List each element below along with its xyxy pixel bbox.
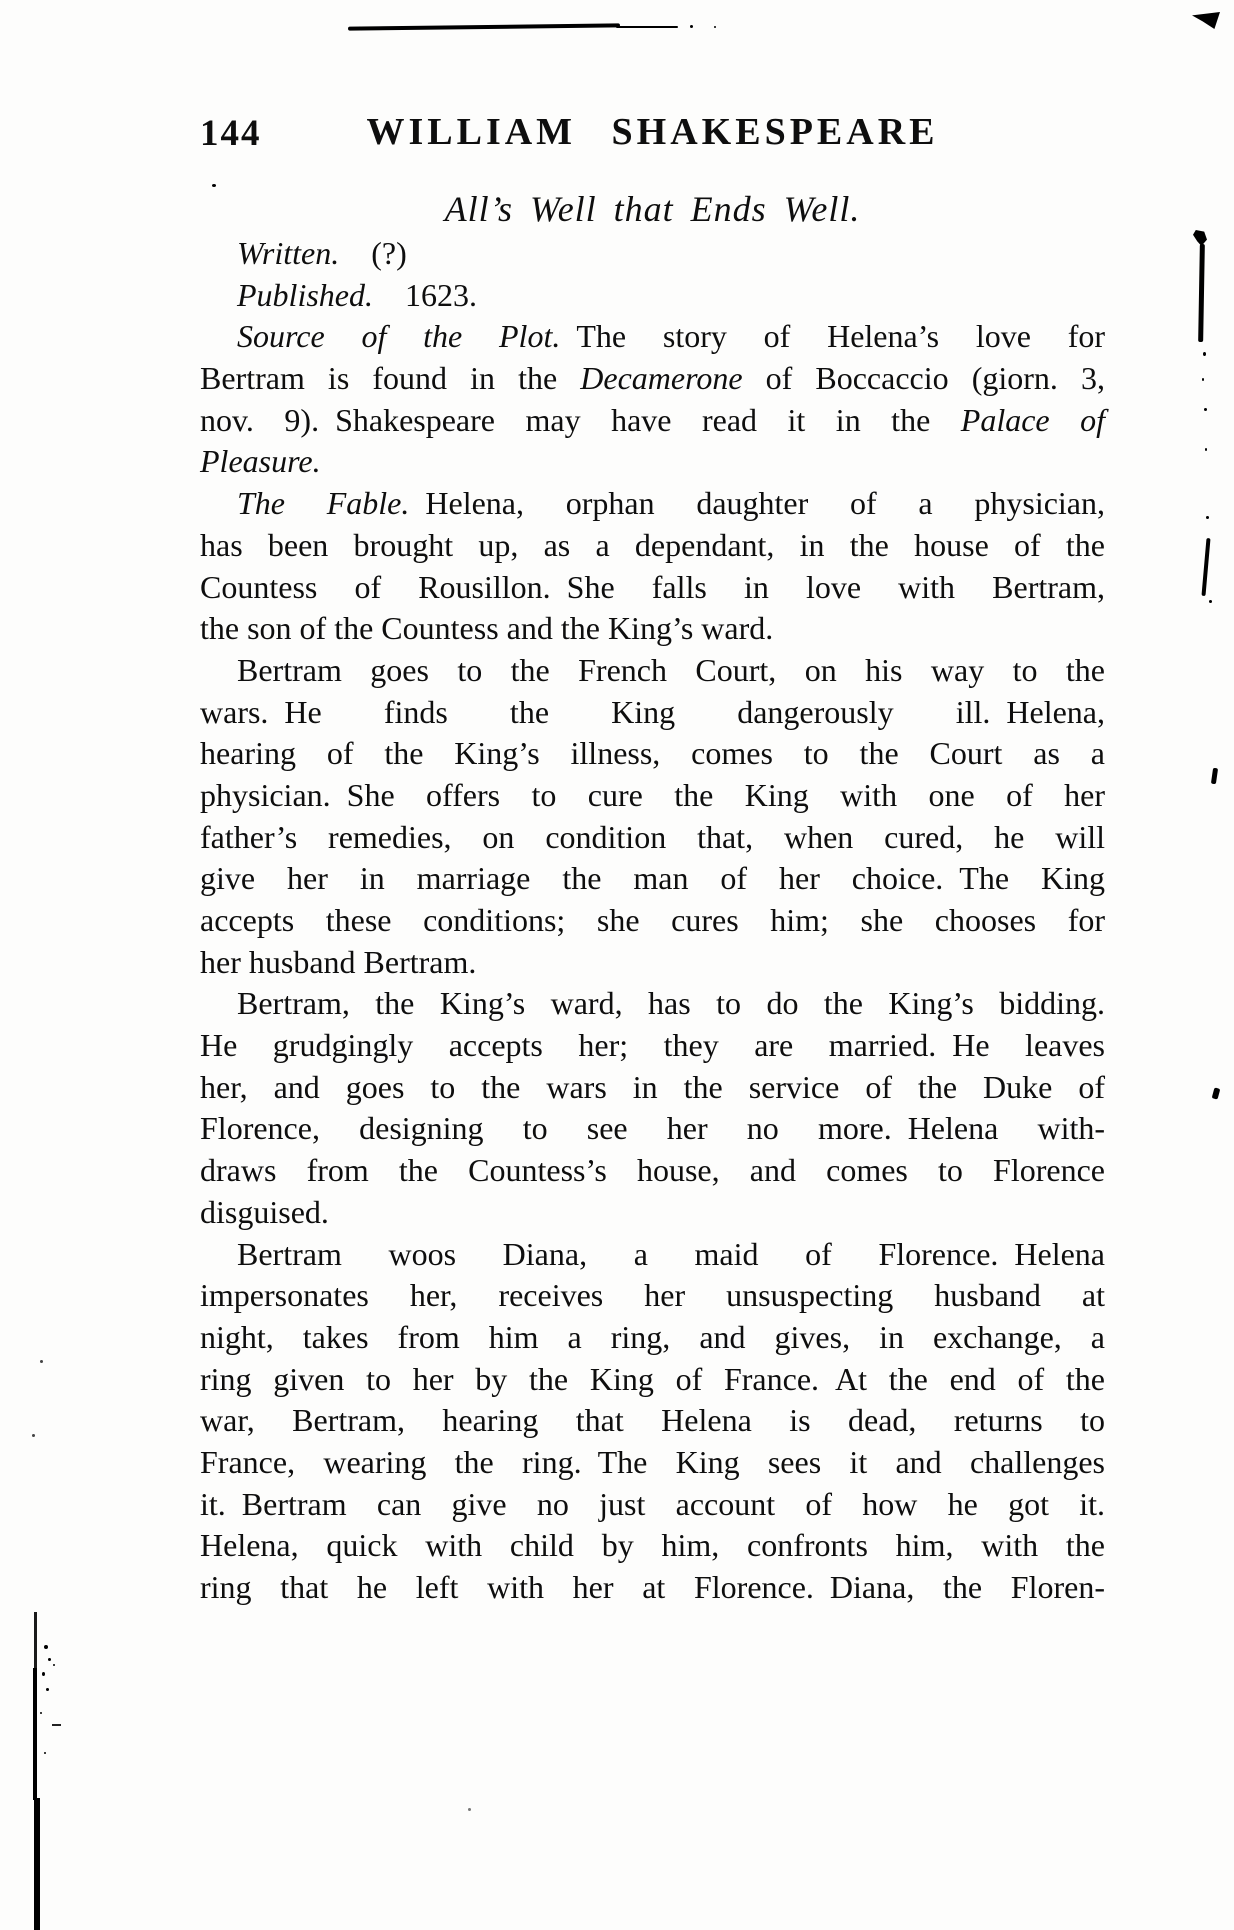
scan-artifact-bl-dot-a	[40, 1360, 43, 1363]
text-line	[200, 775, 1105, 817]
text-segment: hearing of the King’s illness, comes to the Court as a	[200, 735, 1105, 772]
text-segment: Bertram woos Diana, a maid of Florence. Helena	[237, 1235, 1105, 1272]
scan-artifact-bl-line-3	[34, 1798, 40, 1930]
text-segment: ring that he left with her at Florence. Diana, the Floren-	[200, 1569, 1105, 1605]
scan-artifact-right-tick-2	[1212, 1087, 1221, 1099]
text-segment: Helena, quick with child by him, confronts him, with the	[200, 1527, 1105, 1564]
text-segment: night, takes from him a ring, and gives, in exchange, a	[200, 1318, 1105, 1355]
page-number: 144	[200, 113, 262, 154]
scan-artifact-bl-dot-3	[42, 1672, 45, 1676]
scan-artifact-right-dot-1	[1203, 352, 1206, 356]
text-line	[200, 1400, 1105, 1442]
text-line	[200, 275, 1105, 317]
text-segment: father’s remedies, on condition that, when cured, he will	[200, 818, 1105, 855]
text-line	[200, 483, 1105, 525]
text-segment: nov. 9). Shakespeare may have read it in the	[200, 401, 961, 438]
text-segment: ring given to her by the King of France. At the end of the	[200, 1360, 1105, 1397]
scan-artifact-right-dot-4	[1205, 448, 1207, 451]
text-line	[200, 1567, 1105, 1609]
scan-artifact-right-dot-2	[1202, 378, 1204, 381]
text-segment: war, Bertram, hearing that Helena is dead, returns to	[200, 1402, 1105, 1439]
italic-text-segment: Written.	[237, 235, 340, 271]
scan-artifact-right-dot-5	[1206, 516, 1209, 519]
scan-artifact-dot-under-pagenum	[212, 184, 216, 187]
text-line	[200, 233, 1105, 275]
scan-artifact-bl-dot-1	[44, 1645, 48, 1649]
text-line	[200, 1275, 1105, 1317]
text-segment: of Boccaccio (giorn. 3,	[742, 360, 1106, 397]
scan-artifact-right-tick-1	[1211, 768, 1218, 785]
scan-artifact-bl-dot-5	[46, 1688, 49, 1691]
scan-artifact-bl-dot-b	[32, 1434, 35, 1437]
text-line	[200, 1484, 1105, 1526]
text-segment: 1623.	[372, 276, 477, 313]
text-segment: Florence, designing to see her no more. Helena with-	[200, 1110, 1105, 1147]
text-line	[200, 358, 1105, 400]
text-line	[200, 942, 1105, 984]
text-line	[200, 650, 1105, 692]
text-segment: draws from the Countess’s house, and comes to Florence	[200, 1152, 1105, 1189]
scan-artifact-bl-line-1	[34, 1612, 37, 1670]
italic-text-segment: Decamerone	[580, 360, 743, 397]
italic-text-segment: Pleasure.	[200, 443, 321, 480]
text-line	[200, 1442, 1105, 1484]
text-line	[200, 525, 1105, 567]
scan-artifact-top-dot-2	[714, 26, 716, 28]
text-line	[200, 817, 1105, 859]
text-line	[200, 858, 1105, 900]
page-header	[200, 110, 1105, 158]
italic-text-segment: Source of the Plot.	[237, 318, 561, 355]
text-line	[200, 316, 1105, 358]
scan-artifact-bl-dot-7	[44, 1752, 46, 1754]
text-line	[200, 1317, 1105, 1359]
text-segment: her husband Bertram.	[200, 943, 477, 980]
text-line	[200, 567, 1105, 609]
scan-artifact-top-smudge	[348, 23, 620, 30]
scan-artifact-right-squiggle	[1201, 538, 1210, 596]
text-line	[200, 1067, 1105, 1109]
text-segment: Bertram, the King’s ward, has to do the King’s bidding.	[237, 985, 1105, 1022]
running-header: WILLIAM SHAKESPEARE	[366, 111, 939, 153]
scan-artifact-speck	[468, 1808, 471, 1811]
text-line	[200, 400, 1105, 442]
play-title: All’s Well that Ends Well.	[444, 189, 861, 229]
text-segment: give her in marriage the man of her choice. The King	[200, 860, 1105, 897]
body-text	[200, 233, 1105, 1609]
text-line	[200, 608, 1105, 650]
text-segment: Bertram is found in the	[200, 360, 581, 397]
scan-artifact-corner-mark	[1192, 12, 1220, 29]
text-segment: The story of Helena’s love for	[560, 318, 1105, 355]
text-line	[200, 1525, 1105, 1567]
text-line	[200, 1192, 1105, 1234]
scan-artifact-bl-line-2	[33, 1668, 37, 1800]
text-segment: has been brought up, as a dependant, in the house of the	[200, 526, 1105, 563]
text-segment: it. Bertram can give no just account of how he got it.	[200, 1485, 1105, 1522]
text-segment: impersonates her, receives her unsuspecting husband at	[200, 1277, 1105, 1314]
text-line	[200, 441, 1105, 483]
text-line	[200, 1108, 1105, 1150]
italic-text-segment: Published.	[237, 276, 373, 313]
italic-text-segment: The Fable.	[237, 485, 410, 522]
scan-artifact-right-dot-6	[1209, 600, 1212, 603]
text-line	[200, 1359, 1105, 1401]
scan-artifact-bl-dot-4	[53, 1664, 55, 1666]
text-line	[200, 900, 1105, 942]
text-segment: her, and goes to the wars in the service of the Duke of	[200, 1068, 1105, 1105]
scan-artifact-bl-dot-6	[40, 1712, 42, 1714]
text-segment: He grudgingly accepts her; they are married. He leaves	[200, 1027, 1105, 1064]
text-segment: Helena, orphan daughter of a physician,	[409, 485, 1106, 522]
scan-artifact-top-dot-1	[690, 25, 693, 28]
text-segment: disguised.	[200, 1193, 329, 1230]
text-segment: France, wearing the ring. The King sees it and challenges	[200, 1443, 1105, 1480]
text-segment: the son of the Countess and the King’s ward.	[200, 610, 774, 647]
text-line	[200, 983, 1105, 1025]
text-segment: physician. She offers to cure the King with one of her	[200, 776, 1105, 813]
scan-artifact-bl-dash	[52, 1724, 61, 1726]
text-segment: Countess of Rousillon. She falls in love with Bertram,	[200, 568, 1105, 605]
text-segment: accepts these conditions; she cures him; she chooses for	[200, 902, 1105, 938]
text-segment: Bertram goes to the French Court, on his way to the	[237, 651, 1105, 688]
text-line	[200, 1234, 1105, 1276]
text-line	[200, 1150, 1105, 1192]
scan-artifact-top-smudge-tail	[616, 26, 678, 28]
text-line	[200, 692, 1105, 734]
italic-text-segment: Palace of	[960, 401, 1106, 438]
text-segment: (?)	[339, 235, 407, 271]
scan-artifact-bl-dot-2	[48, 1658, 51, 1661]
text-line	[200, 733, 1105, 775]
text-segment: wars. He finds the King dangerously ill. Helena,	[200, 693, 1105, 730]
text-line	[200, 1025, 1105, 1067]
scan-artifact-right-dot-3	[1204, 408, 1207, 411]
scan-artifact-right-line	[1198, 244, 1205, 342]
